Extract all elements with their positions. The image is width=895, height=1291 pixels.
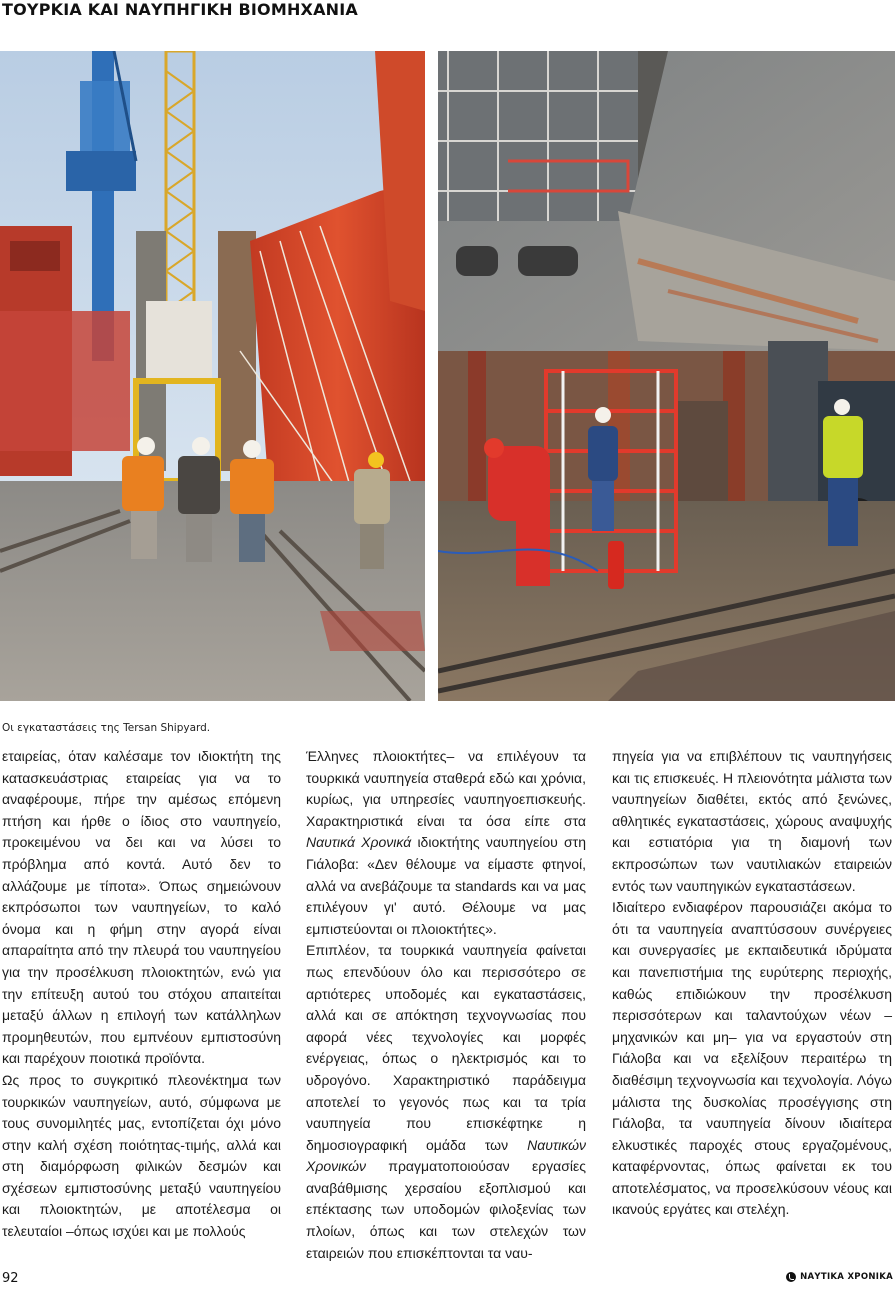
article-paragraph: πηγεία για να επιβλέπουν τις ναυπηγήσεις και τις επισκευές. Η πλειονότητα μάλιστα των ναυπηγείων διαθέτει, εκτός από ξενώνες, αθλητικές εγκαταστάσεις, χώρους αναψυχής και εστιατόρια για τη διαμονή των εκπροσώπων των ναυτιλιακών εταιρειών εντός των ναυπηγικών εγκαταστάσεων. [612,748,892,894]
publication-name: Ναυτικά Χρονικά [306,834,412,851]
article-paragraph: εταιρείας, όταν καλέσαμε τον ιδιοκτήτη της κατασκευάστριας εταιρείας για να το αναφέρουμε, πήρε την αμέσως επόμενη πτήση και ήρθε ο ίδιος στο ναυπηγείο, προκειμένου να δει και να λύσει το πρόβλημα από κοντά. Αυτό δεν το αλλάζουμε με τίποτα». Όπως σημειώνουν εκπρόσωποι των ναυπηγείων, το καλό όνομα και η φήμη στην αγορά είναι απαραίτητα από την πλευρά του ναυπηγείου για την προσέλκυση πλοιοκτητών, ενώ για την επίτευξη αυτού του στόχου απαιτείται μεταξύ άλλων η επιλογή των κατάλληλων προμηθευτών, που εμπνέουν εμπιστοσύνη και παρέχουν ποιοτικά προϊόντα. [2,748,281,1067]
section-title: ΤΟΥΡΚΙΑ ΚΑΙ ΝΑΥΠΗΓΙΚΗ ΒΙΟΜΗΧΑΝΙΑ [2,0,358,19]
page-number: 92 [2,1271,19,1286]
article-column-2 [306,746,586,1264]
brand-logo-icon [786,1272,796,1282]
article-paragraph: Ιδιαίτερο ενδιαφέρον παρουσιάζει ακόμα το ότι τα ναυπηγεία αναπτύσσουν συνέργειες και συνεργασίες με εκπαιδευτικά ιδρύματα και πανεπιστήμια της ευρύτερης περιοχής, καθώς επιδιώκουν την προσέλκυση περισσότερων και ταλαντούχων νέων –μηχανικών και μη– για να εργαστούν στη Γιάλοβα και να εξελίξουν περαιτέρω τη διαθέσιμη τεχνογνωσία και τεχνολογία. Λόγω μάλιστα της δυσκολίας προσέγγισης στη Γιάλοβα, τα ναυπηγεία δίνουν ιδιαίτερα ελκυστικές παροχές στους εργαζομένους, καταφέρνοντας, όπως φαίνεται εκ του αποτελέσματος, να προσελκύσουν νέους και ικανούς εργάτες και στελέχη. [612,899,892,1218]
article-paragraph: Έλληνες πλοιοκτήτες– να επιλέγουν τα τουρκικά ναυπηγεία σταθερά εδώ και χρόνια, κυρίως, για υπηρεσίες ναυπηγοεπισκευής. Χαρακτηριστικά είναι τα όσα είπε στα Ναυτικά Χρονικά ιδιοκτήτης ναυπηγείου στη Γιάλοβα: «Δεν θέλουμε να είμαστε φτηνοί, αλλά να ανεβάζουμε τα standards και να μας επιλέγουν γι' αυτό. Θέλουμε να μας εμπιστεύονται οι πλοιοκτήτες». [306,748,586,937]
article-paragraph: Επιπλέον, τα τουρκικά ναυπηγεία φαίνεται πως επενδύουν όλο και περισσότερο σε αρτιότερες υποδομές και εγκαταστάσεις, αλλά και σε απόκτηση τεχνογνωσίας που αφορά νέες τεχνολογίες και μορφές ενέργειας, όπως ο ηλεκτρισμός και το υδρογόνο. Χαρακτηριστικό παράδειγμα αποτελεί το γεγονός πως και τα τρία ναυπηγεία που επισκέφτηκε η δημοσιογραφική ομάδα των Ναυτικών Χρονικών πραγματοποιούσαν εργασίες αναβάθμισης χερσαίου εξοπλισμού και επέκτασης των υποδομών φιλοξενίας των πλοίων, όπως και των στελεχών των εταιρειών που επισκέπτονται τα ναυ- [306,942,586,1261]
ship-hull-repair-photo [438,51,895,701]
footer-brand [786,1272,893,1282]
article-column-1 [2,746,281,1243]
brand-name: ΝΑΥΤΙΚΑ ΧΡΟΝΙΚΑ [800,1272,893,1282]
photo-caption: Οι εγκαταστάσεις της Tersan Shipyard. [2,722,211,734]
shipyard-drydock-photo [0,51,425,701]
publication-name: Ναυτικών Χρονικών [306,1136,586,1175]
article-column-3 [612,746,892,1221]
article-paragraph: Ως προς το συγκριτικό πλεονέκτημα των τουρκικών ναυπηγείων, αυτό, σύμφωνα με τους συνομιλητές μας, εντοπίζεται όχι μόνο στην καλή σχέση ποιότητας-τιμής, αλλά και στη διαμόρφωση φιλικών δεσμών και σχέσεων εμπιστοσύνης μεταξύ ναυπηγείου και πλοιοκτητών, με αποτέλεσμα οι τελευταίοι –όπως ισχύει και με πολλούς [2,1071,281,1240]
